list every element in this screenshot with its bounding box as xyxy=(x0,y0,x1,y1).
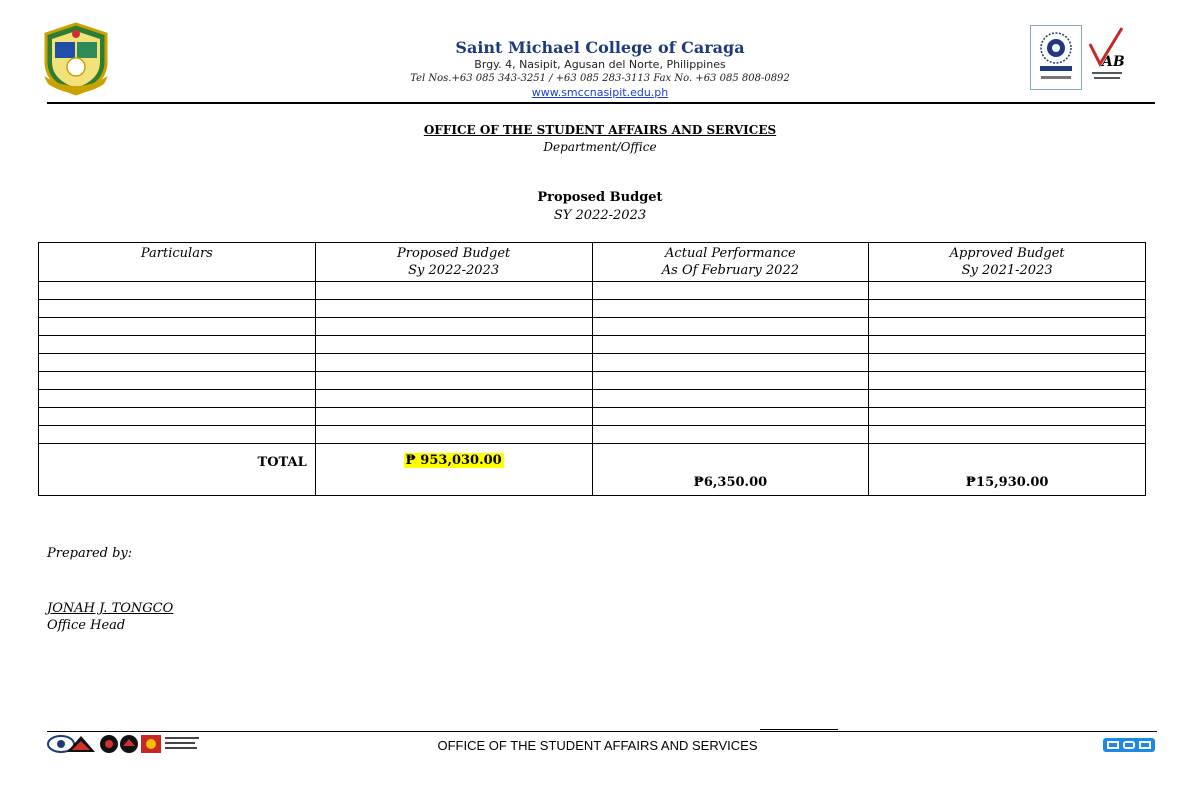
college-name: Saint Michael College of Caraga xyxy=(455,38,745,57)
document-title: Proposed Budget xyxy=(537,190,663,205)
table-cell xyxy=(592,354,869,372)
edp-logo xyxy=(1103,736,1155,754)
table-row xyxy=(39,354,1146,372)
table-cell xyxy=(592,372,869,390)
table-cell xyxy=(315,408,592,426)
table-cell xyxy=(869,426,1146,444)
table-row xyxy=(39,336,1146,354)
table-row xyxy=(39,390,1146,408)
header-divider xyxy=(47,102,1155,104)
table-cell xyxy=(315,426,592,444)
prepared-by-label: Prepared by: xyxy=(47,546,133,561)
header-line: Sy 2022-2023 xyxy=(408,263,500,278)
table-cell xyxy=(592,390,869,408)
department-label: Department/Office xyxy=(543,140,657,154)
table-cell xyxy=(39,282,316,300)
table-cell xyxy=(869,372,1146,390)
letterhead xyxy=(300,38,900,100)
total-actual-value: ₱6,350.00 xyxy=(592,444,869,496)
footer-partner-logos xyxy=(47,734,202,754)
footer-short-rule xyxy=(760,729,838,730)
table-row xyxy=(39,300,1146,318)
table-cell xyxy=(315,318,592,336)
table-cell xyxy=(315,354,592,372)
college-contacts: Tel Nos.+63 085 343-3251 / +63 085 283-3113 Fax No. +63 085 808-0892 xyxy=(410,73,790,84)
table-cell xyxy=(315,282,592,300)
table-cell xyxy=(869,390,1146,408)
signer-name: JONAH J. TONGCO xyxy=(47,601,174,616)
table-cell xyxy=(592,336,869,354)
table-cell xyxy=(315,300,592,318)
table-cell xyxy=(39,318,316,336)
table-cell xyxy=(39,408,316,426)
document-school-year: SY 2022-2023 xyxy=(553,208,647,223)
office-title xyxy=(300,122,900,138)
table-cell xyxy=(592,408,869,426)
total-label: TOTAL xyxy=(39,444,316,496)
budget-table xyxy=(38,242,1146,496)
table-cell xyxy=(315,372,592,390)
total-proposed-cell xyxy=(315,444,592,496)
table-cell xyxy=(592,282,869,300)
header-particulars xyxy=(39,243,316,282)
header-actual-performance xyxy=(592,243,869,282)
socotec-iso-logo xyxy=(1030,25,1082,90)
table-cell xyxy=(592,300,869,318)
college-address: Brgy. 4, Nasipit, Agusan del Norte, Philippines xyxy=(474,58,726,71)
header-line: Sy 2021-2023 xyxy=(961,263,1053,278)
table-header-row xyxy=(39,243,1146,282)
table-row xyxy=(39,372,1146,390)
table-cell xyxy=(592,426,869,444)
table-row xyxy=(39,282,1146,300)
table-body xyxy=(39,282,1146,496)
table-cell xyxy=(39,354,316,372)
table-cell xyxy=(869,318,1146,336)
header-line: Particulars xyxy=(140,246,213,261)
footer-office-name: OFFICE OF THE STUDENT AFFAIRS AND SERVICES xyxy=(437,738,758,753)
total-row xyxy=(39,444,1146,496)
table-row xyxy=(39,408,1146,426)
header-proposed-budget xyxy=(315,243,592,282)
table-cell xyxy=(869,408,1146,426)
table-cell xyxy=(39,300,316,318)
table-cell xyxy=(39,372,316,390)
office-title-text: OFFICE OF THE STUDENT AFFAIRS AND SERVICES xyxy=(423,123,777,137)
svg-text:AB: AB xyxy=(1102,54,1125,70)
table-cell xyxy=(869,282,1146,300)
table-cell xyxy=(39,426,316,444)
total-proposed-value: ₱ 953,030.00 xyxy=(405,453,502,468)
table-cell xyxy=(869,300,1146,318)
total-approved-value: ₱15,930.00 xyxy=(869,444,1146,496)
footer-divider xyxy=(47,731,1157,732)
table-cell xyxy=(315,336,592,354)
jab-accreditation-logo xyxy=(1088,24,1126,90)
header-approved-budget xyxy=(869,243,1146,282)
table-cell xyxy=(39,336,316,354)
table-cell xyxy=(315,390,592,408)
header-line: Proposed Budget xyxy=(397,246,511,261)
table-cell xyxy=(39,390,316,408)
table-cell xyxy=(869,336,1146,354)
college-website-link[interactable]: www.smccnasipit.edu.ph xyxy=(531,86,669,99)
header-line: Approved Budget xyxy=(949,246,1065,261)
table-row xyxy=(39,426,1146,444)
college-seal-logo xyxy=(40,22,112,96)
header-line: As Of February 2022 xyxy=(661,263,799,278)
signer-title: Office Head xyxy=(47,618,126,633)
table-cell xyxy=(592,318,869,336)
table-row xyxy=(39,318,1146,336)
table-cell xyxy=(869,354,1146,372)
header-line: Actual Performance xyxy=(665,246,796,261)
